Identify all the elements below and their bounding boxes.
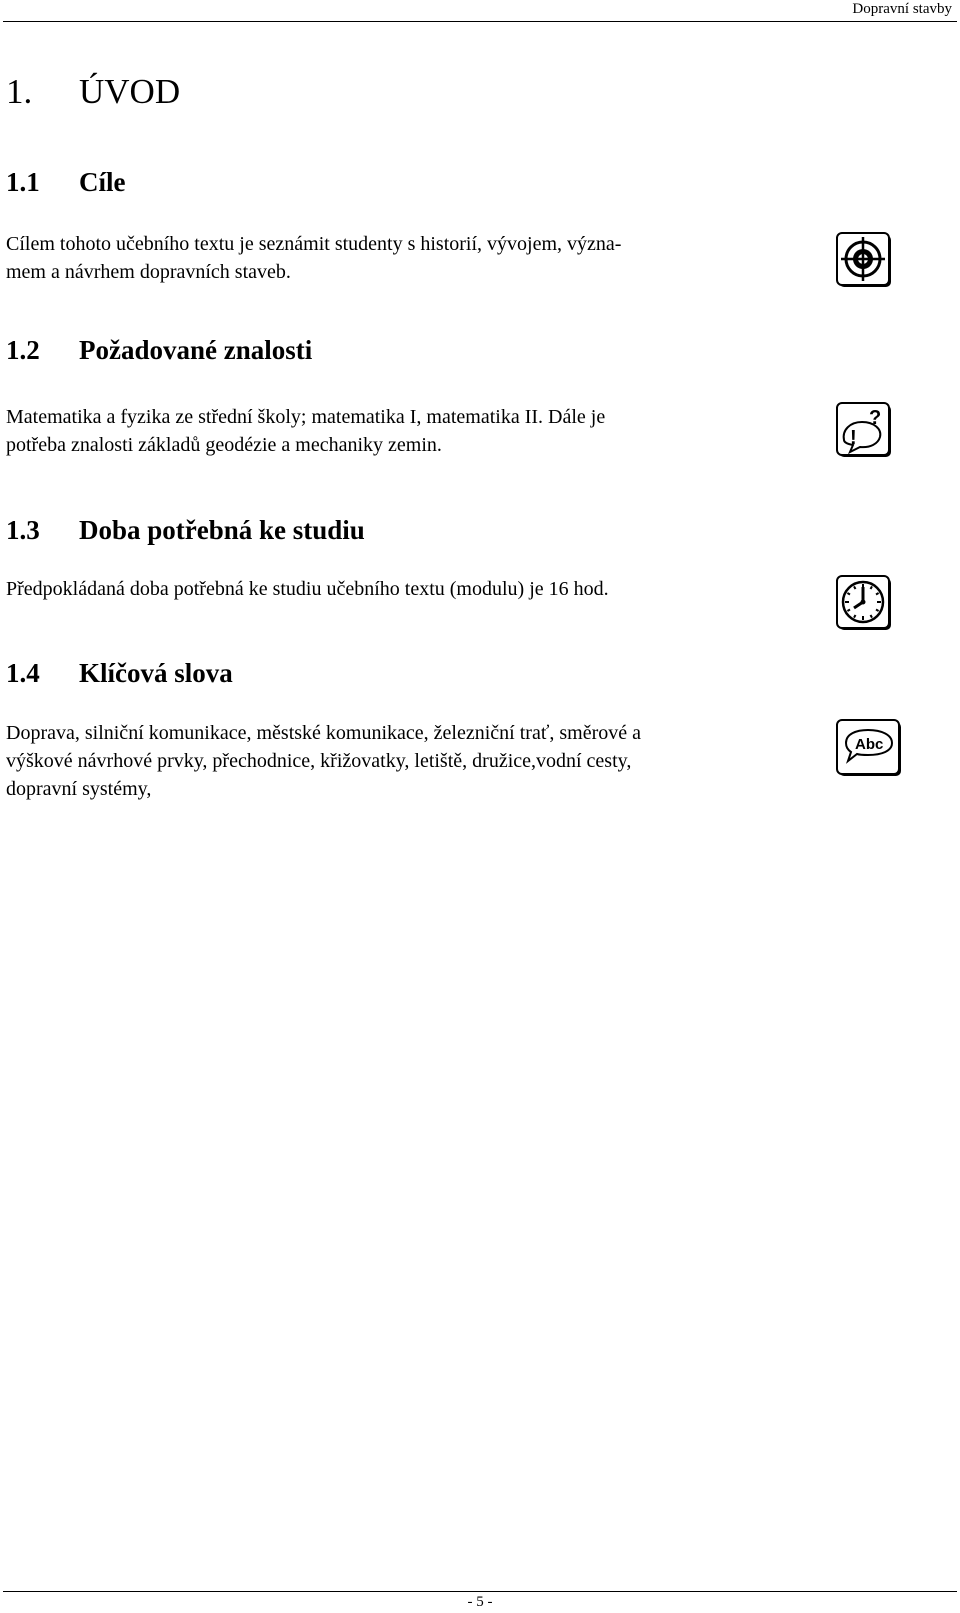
svg-text:!: !	[850, 427, 857, 449]
section-title: Doba potřebná ke studiu	[79, 515, 365, 545]
target-icon	[836, 232, 894, 290]
text-line: výškové návrhové prvky, přechodnice, křižovatky, letiště, družice,vodní cesty,	[6, 750, 632, 772]
section-heading-prerequisites	[6, 333, 312, 367]
section-text-prerequisites	[6, 403, 806, 459]
section-number: 1.4	[6, 658, 40, 688]
section-number: 1.3	[6, 515, 40, 545]
text-line: Cílem tohoto učebního textu je seznámit studenty s historií, vývojem, význa-	[6, 233, 622, 255]
footer-divider	[3, 1591, 957, 1592]
chapter-title: ÚVOD	[79, 72, 181, 111]
svg-text:?: ?	[869, 407, 882, 429]
running-header: Dopravní stavby	[852, 1, 952, 17]
clock-icon	[836, 575, 894, 633]
icon-text: Abc	[855, 736, 884, 753]
text-line: potřeba znalosti základů geodézie a mechaniky zemin.	[6, 434, 442, 456]
section-title: Klíčová slova	[79, 658, 233, 688]
text-line: dopravní systémy,	[6, 778, 152, 800]
section-heading-keywords	[6, 656, 233, 690]
header-divider	[3, 21, 957, 22]
section-text-goals	[6, 230, 806, 286]
question-exclamation-icon	[836, 402, 894, 460]
section-text-keywords	[6, 719, 806, 803]
section-text-study-time	[6, 575, 806, 603]
chapter-number: 1.	[6, 72, 33, 111]
text-line: mem a návrhem dopravních staveb.	[6, 261, 291, 283]
section-number: 1.1	[6, 167, 40, 197]
section-heading-study-time	[6, 513, 365, 547]
chapter-heading	[6, 70, 180, 114]
text-line: Doprava, silniční komunikace, městské komunikace, železniční trať, směrové a	[6, 722, 641, 744]
text-line: Matematika a fyzika ze střední školy; matematika I, matematika II. Dále je	[6, 406, 606, 428]
section-title: Cíle	[79, 167, 126, 197]
text-line: Předpokládaná doba potřebná ke studiu učebního textu (modulu) je 16 hod.	[6, 578, 609, 600]
section-number: 1.2	[6, 335, 40, 365]
section-title: Požadované znalosti	[79, 335, 313, 365]
speech-bubble-abc-icon	[836, 719, 904, 777]
page-number: - 5 -	[467, 1594, 493, 1610]
section-heading-goals	[6, 165, 126, 199]
